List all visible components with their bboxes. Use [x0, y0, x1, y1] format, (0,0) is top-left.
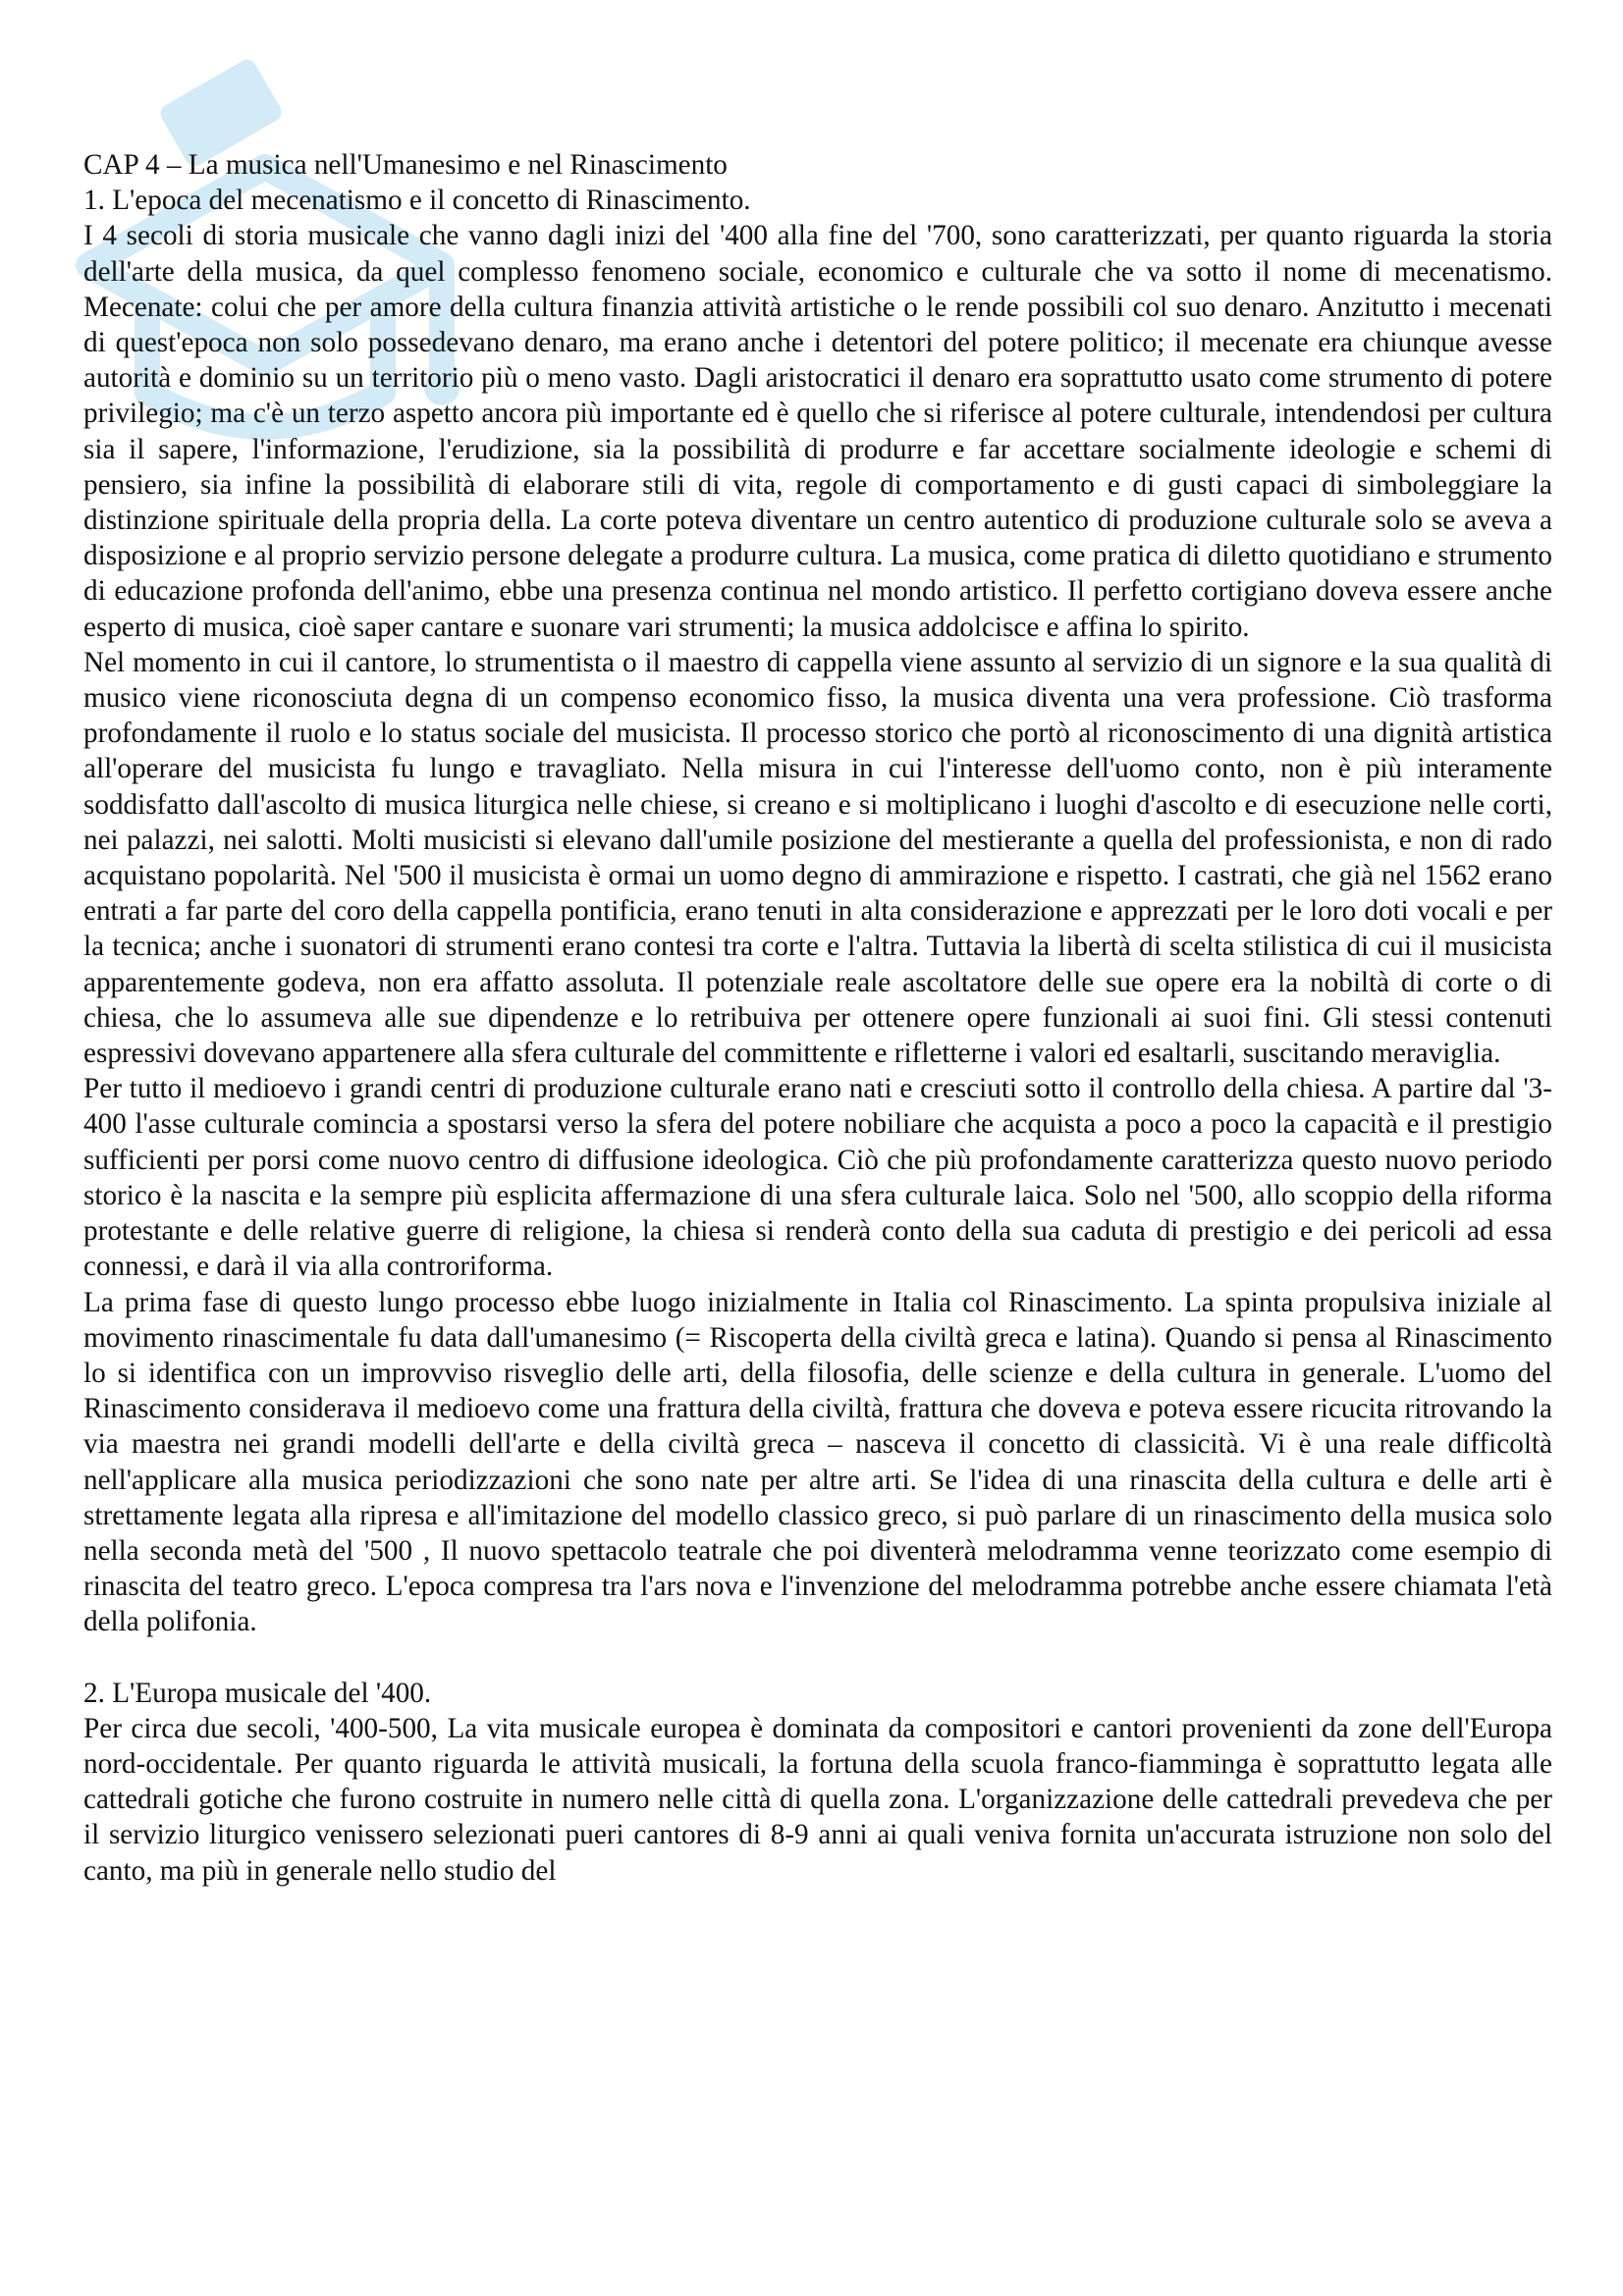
- chapter-title: CAP 4 – La musica nell'Umanesimo e nel Rinascimento: [83, 149, 728, 181]
- paragraph-spacer: [83, 1640, 1552, 1676]
- paragraph: Nel momento in cui il cantore, lo strumentista o il maestro di cappella viene assunto al servizio di un signore e la sua qualità di musico viene riconosciuta degna di un compenso economico fisso, la musica diventa una vera professione. Ciò trasforma profondamente il ruolo e lo status sociale del musicista. Il processo storico che portò al riconoscimento di una dignità artistica all'operare del musicista fu lungo e travagliato. Nella misura in cui l'interesse dell'uomo conto, non è più interamente soddisfatto dall'ascolto di musica liturgica nelle chiese, si creano e si moltiplicano i luoghi d'ascolto e di esecuzione nelle corti, nei palazzi, nei salotti. Molti musicisti si elevano dall'umile posizione del mestierante a quella del professionista, e non di rado acquistano popolarità. Nel '500 il musicista è ormai un uomo degno di ammirazione e rispetto. I castrati, che già nel 1562 erano entrati a far parte del coro della cappella pontificia, erano tenuti in alta considerazione e apprezzati per le loro doti vocali e per la tecnica; anche i suonatori di strumenti erano contesi tra corte e l'altra. Tuttavia la libertà di scelta stilistica di cui il musicista apparentemente godeva, non era affatto assoluta. Il potenziale reale ascoltatore delle sue opere era la nobiltà di corte o di chiesa, che lo assumeva alle sue dipendenze e lo retribuiva per ottenere opere funzionali ai suoi fini. Gli stessi contenuti espressivi dovevano appartenere alla sfera culturale del committente e rifletterne i valori ed esaltarli, suscitando meraviglia.: [83, 646, 1552, 1070]
- section-heading: 1. L'epoca del mecenatismo e il concetto di Rinascimento.: [83, 185, 751, 217]
- section-heading: 2. L'Europa musicale del '400.: [83, 1677, 432, 1709]
- paragraph: Per tutto il medioevo i grandi centri di produzione culturale erano nati e cresciuti sotto il controllo della chiesa. A partire dal '3-400 l'asse culturale comincia a spostarsi verso la sfera del potere nobiliare che acquista a poco a poco la capacità e il prestigio sufficienti per porsi come nuovo centro di diffusione ideologica. Ciò che più profondamente caratterizza questo nuovo periodo storico è la nascita e la sempre più esplicita affermazione di una sfera culturale laica. Solo nel '500, allo scoppio della riforma protestante e delle relative guerre di religione, la chiesa si renderà conto della sua caduta di prestigio e dei pericoli ad essa connessi, e darà il via alla controriforma.: [83, 1073, 1552, 1283]
- paragraph: I 4 secoli di storia musicale che vanno dagli inizi del '400 alla fine del '700, sono caratterizzati, per quanto riguarda la storia dell'arte della musica, da quel complesso fenomeno sociale, economico e culturale che va sotto il nome di mecenatismo. Mecenate: colui che per amore della cultura finanzia attività artistiche o le rende possibili col suo denaro. Anzitutto i mecenati di quest'epoca non solo possedevano denaro, ma erano anche i detentori del potere politico; il mecenate era chiunque avesse autorità e dominio su un territorio più o meno vasto. Dagli aristocratici il denaro era soprattutto usato come strumento di potere privilegio; ma c'è un terzo aspetto ancora più importante ed è quello che si riferisce al potere culturale, intendendosi per cultura sia il sapere, l'informazione, l'erudizione, sia la possibilità di produrre e far accettare socialmente ideologie e schemi di pensiero, sia infine la possibilità di elaborare stili di vita, regole di comportamento e di gusti capaci di simboleggiare la distinzione spirituale della propria della. La corte poteva diventare un centro autentico di produzione culturale solo se aveva a disposizione e al proprio servizio persone delegate a produrre cultura. La musica, come pratica di diletto quotidiano e strumento di educazione profonda dell'animo, ebbe una presenza continua nel mondo artistico. Il perfetto cortigiano doveva essere anche esperto di musica, cioè saper cantare e suonare vari strumenti; la musica addolcisce e affina lo spirito.: [83, 220, 1552, 643]
- paragraph: La prima fase di questo lungo processo ebbe luogo inizialmente in Italia col Rinascimento. La spinta propulsiva iniziale al movimento rinascimentale fu data dall'umanesimo (= Riscoperta della civiltà greca e latina). Quando si pensa al Rinascimento lo si identifica con un improvviso risveglio delle arti, della filosofia, delle scienze e della cultura in generale. L'uomo del Rinascimento considerava il medioevo come una frattura della civiltà, frattura che doveva e poteva essere ricucita ritrovando la via maestra nei grandi modelli dell'arte e della civiltà greca – nasceva il concetto di classicità. Vi è una reale difficoltà nell'applicare alla musica periodizzazioni che sono nate per altre arti. Se l'idea di una rinascita della cultura e delle arti è strettamente legata alla ripresa e all'imitazione del modello classico greco, si può parlare di un rinascimento della musica solo nella seconda metà del '500 , Il nuovo spettacolo teatrale che poi diventerà melodramma venne teorizzato come esempio di rinascita del teatro greco. L'epoca compresa tra l'ars nova e l'invenzione del melodramma potrebbe anche essere chiamata l'età della polifonia.: [83, 1286, 1552, 1638]
- document-body: [83, 147, 1552, 1889]
- paragraph: Per circa due secoli, '400-500, La vita musicale europea è dominata da compositori e cantori provenienti da zone dell'Europa nord-occidentale. Per quanto riguarda le attività musicali, la fortuna della scuola franco-fiamminga è soprattutto legata alle cattedrali gotiche che furono costruite in numero nelle città di quella zona. L'organizzazione delle cattedrali prevedeva che per il servizio liturgico venissero selezionati pueri cantores di 8-9 anni ai quali veniva fornita un'accurata istruzione non solo del canto, ma più in generale nello studio del: [83, 1712, 1552, 1887]
